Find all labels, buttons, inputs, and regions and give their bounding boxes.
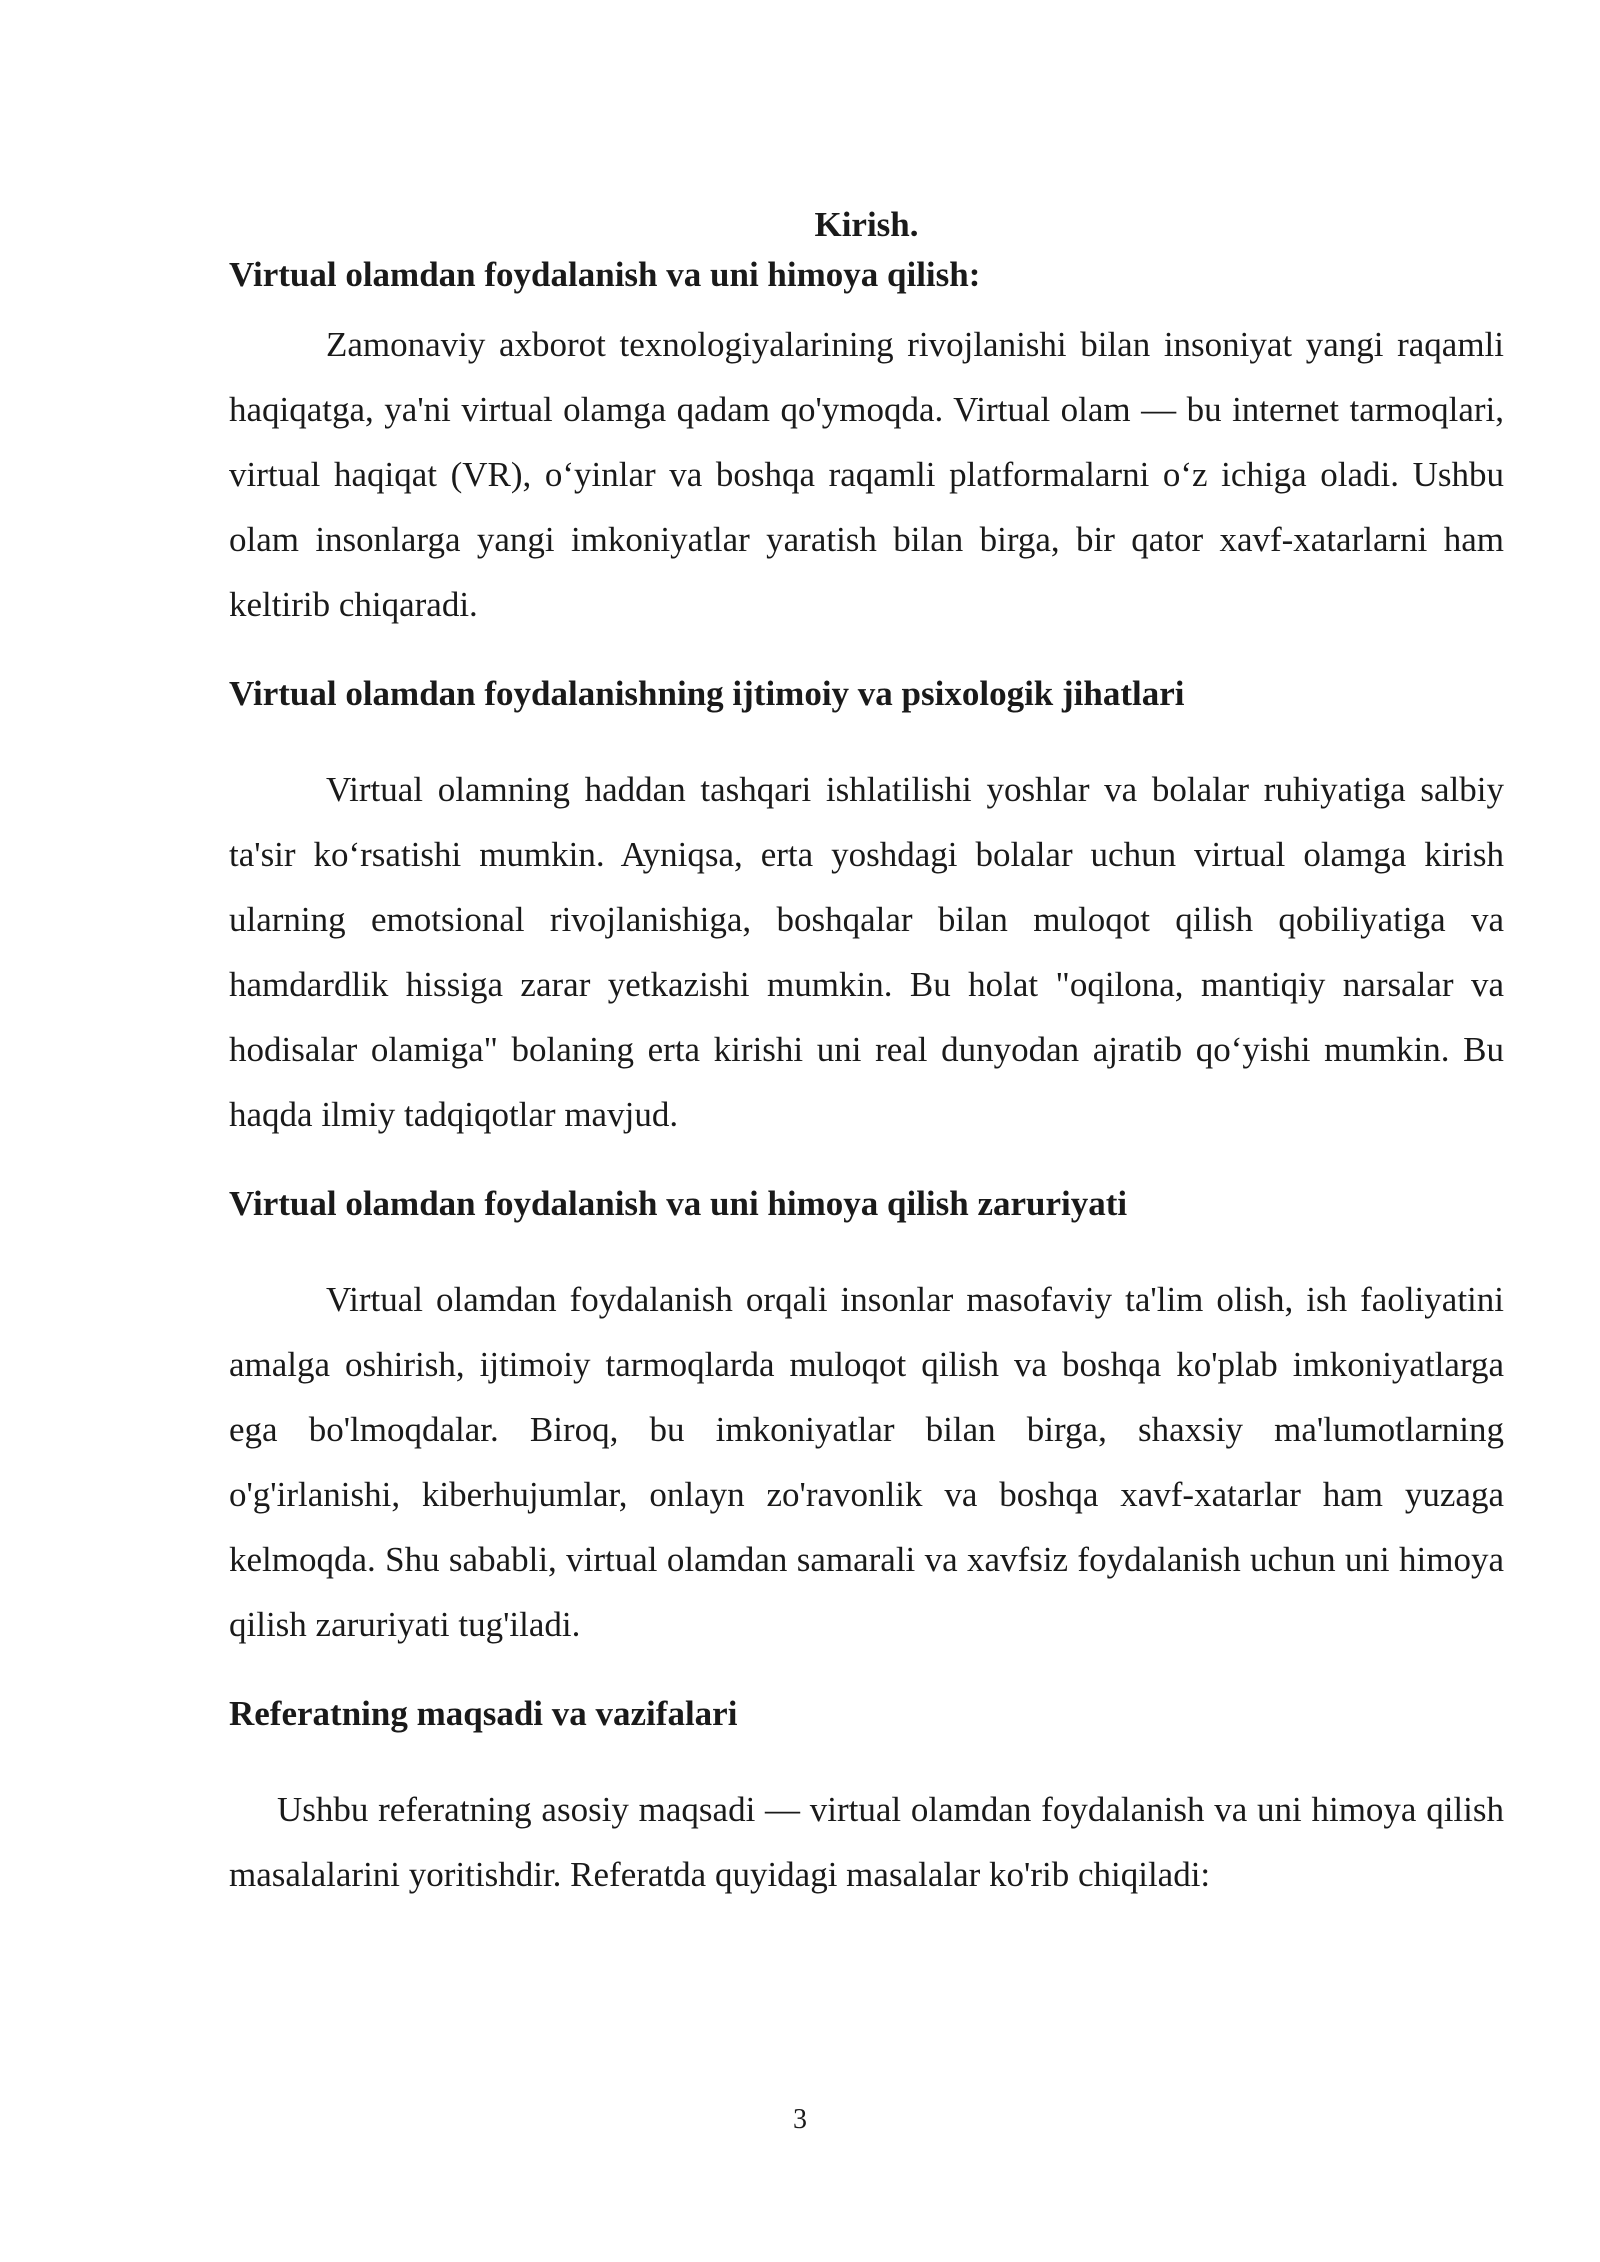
- document-subtitle: Virtual olamdan foydalanish va uni himoya qilish:: [229, 255, 981, 294]
- section-heading-goals-tasks: Referatning maqsadi va vazifalari: [229, 1694, 738, 1733]
- document-page: [229, 200, 1504, 1907]
- page-number: 3: [793, 2104, 807, 2135]
- section-heading-social-psychological: Virtual olamdan foydalanishning ijtimoiy va psixologik jihatlari: [229, 674, 1185, 713]
- section-heading-protection-necessity: Virtual olamdan foydalanish va uni himoya qilish zaruriyati: [229, 1184, 1128, 1223]
- page-title: Kirish.: [814, 205, 919, 244]
- section-paragraph-social-psychological: Virtual olamning haddan tashqari ishlatilishi yoshlar va bolalar ruhiyatiga salbiy ta'sir ko‘rsatishi mumkin. Ayniqsa, erta yoshdagi bolalar uchun virtual olamga kirish ularning emotsional rivojlanishiga, boshqalar bilan muloqot qilish qobiliyatiga va hamdardlik hissiga zarar yetkazishi mumkin. Bu holat "oqilona, mantiqiy narsalar va hodisalar olamiga" bolaning erta kirishi uni real dunyodan ajratib qo‘yishi mumkin. Bu haqda ilmiy tadqiqotlar mavjud.: [229, 770, 1504, 1134]
- section-paragraph-protection-necessity: Virtual olamdan foydalanish orqali insonlar masofaviy ta'lim olish, ish faoliyatini amalga oshirish, ijtimoiy tarmoqlarda muloqot qilish va boshqa ko'plab imkoniyatlarga ega bo'lmoqdalar. Biroq, bu imkoniyatlar bilan birga, shaxsiy ma'lumotlarning o'g'irlanishi, kiberhujumlar, onlayn zo'ravonlik va boshqa xavf-xatarlar ham yuzaga kelmoqda. Shu sababli, virtual olamdan samarali va xavfsiz foydalanish uchun uni himoya qilish zaruriyati tug'iladi.: [229, 1280, 1504, 1644]
- section-paragraph-goals-tasks: Ushbu referatning asosiy maqsadi — virtual olamdan foydalanish va uni himoya qilish masalalarini yoritishdir. Referatda quyidagi masalalar ko'rib chiqiladi:: [229, 1790, 1504, 1894]
- intro-paragraph: Zamonaviy axborot texnologiyalarining rivojlanishi bilan insoniyat yangi raqamli haqiqatga, ya'ni virtual olamga qadam qo'ymoqda. Virtual olam — bu internet tarmoqlari, virtual haqiqat (VR), o‘yinlar va boshqa raqamli platformalarni o‘z ichiga oladi. Ushbu olam insonlarga yangi imkoniyatlar yaratish bilan birga, bir qator xavf-xatarlarni ham keltirib chiqaradi.: [229, 325, 1504, 624]
